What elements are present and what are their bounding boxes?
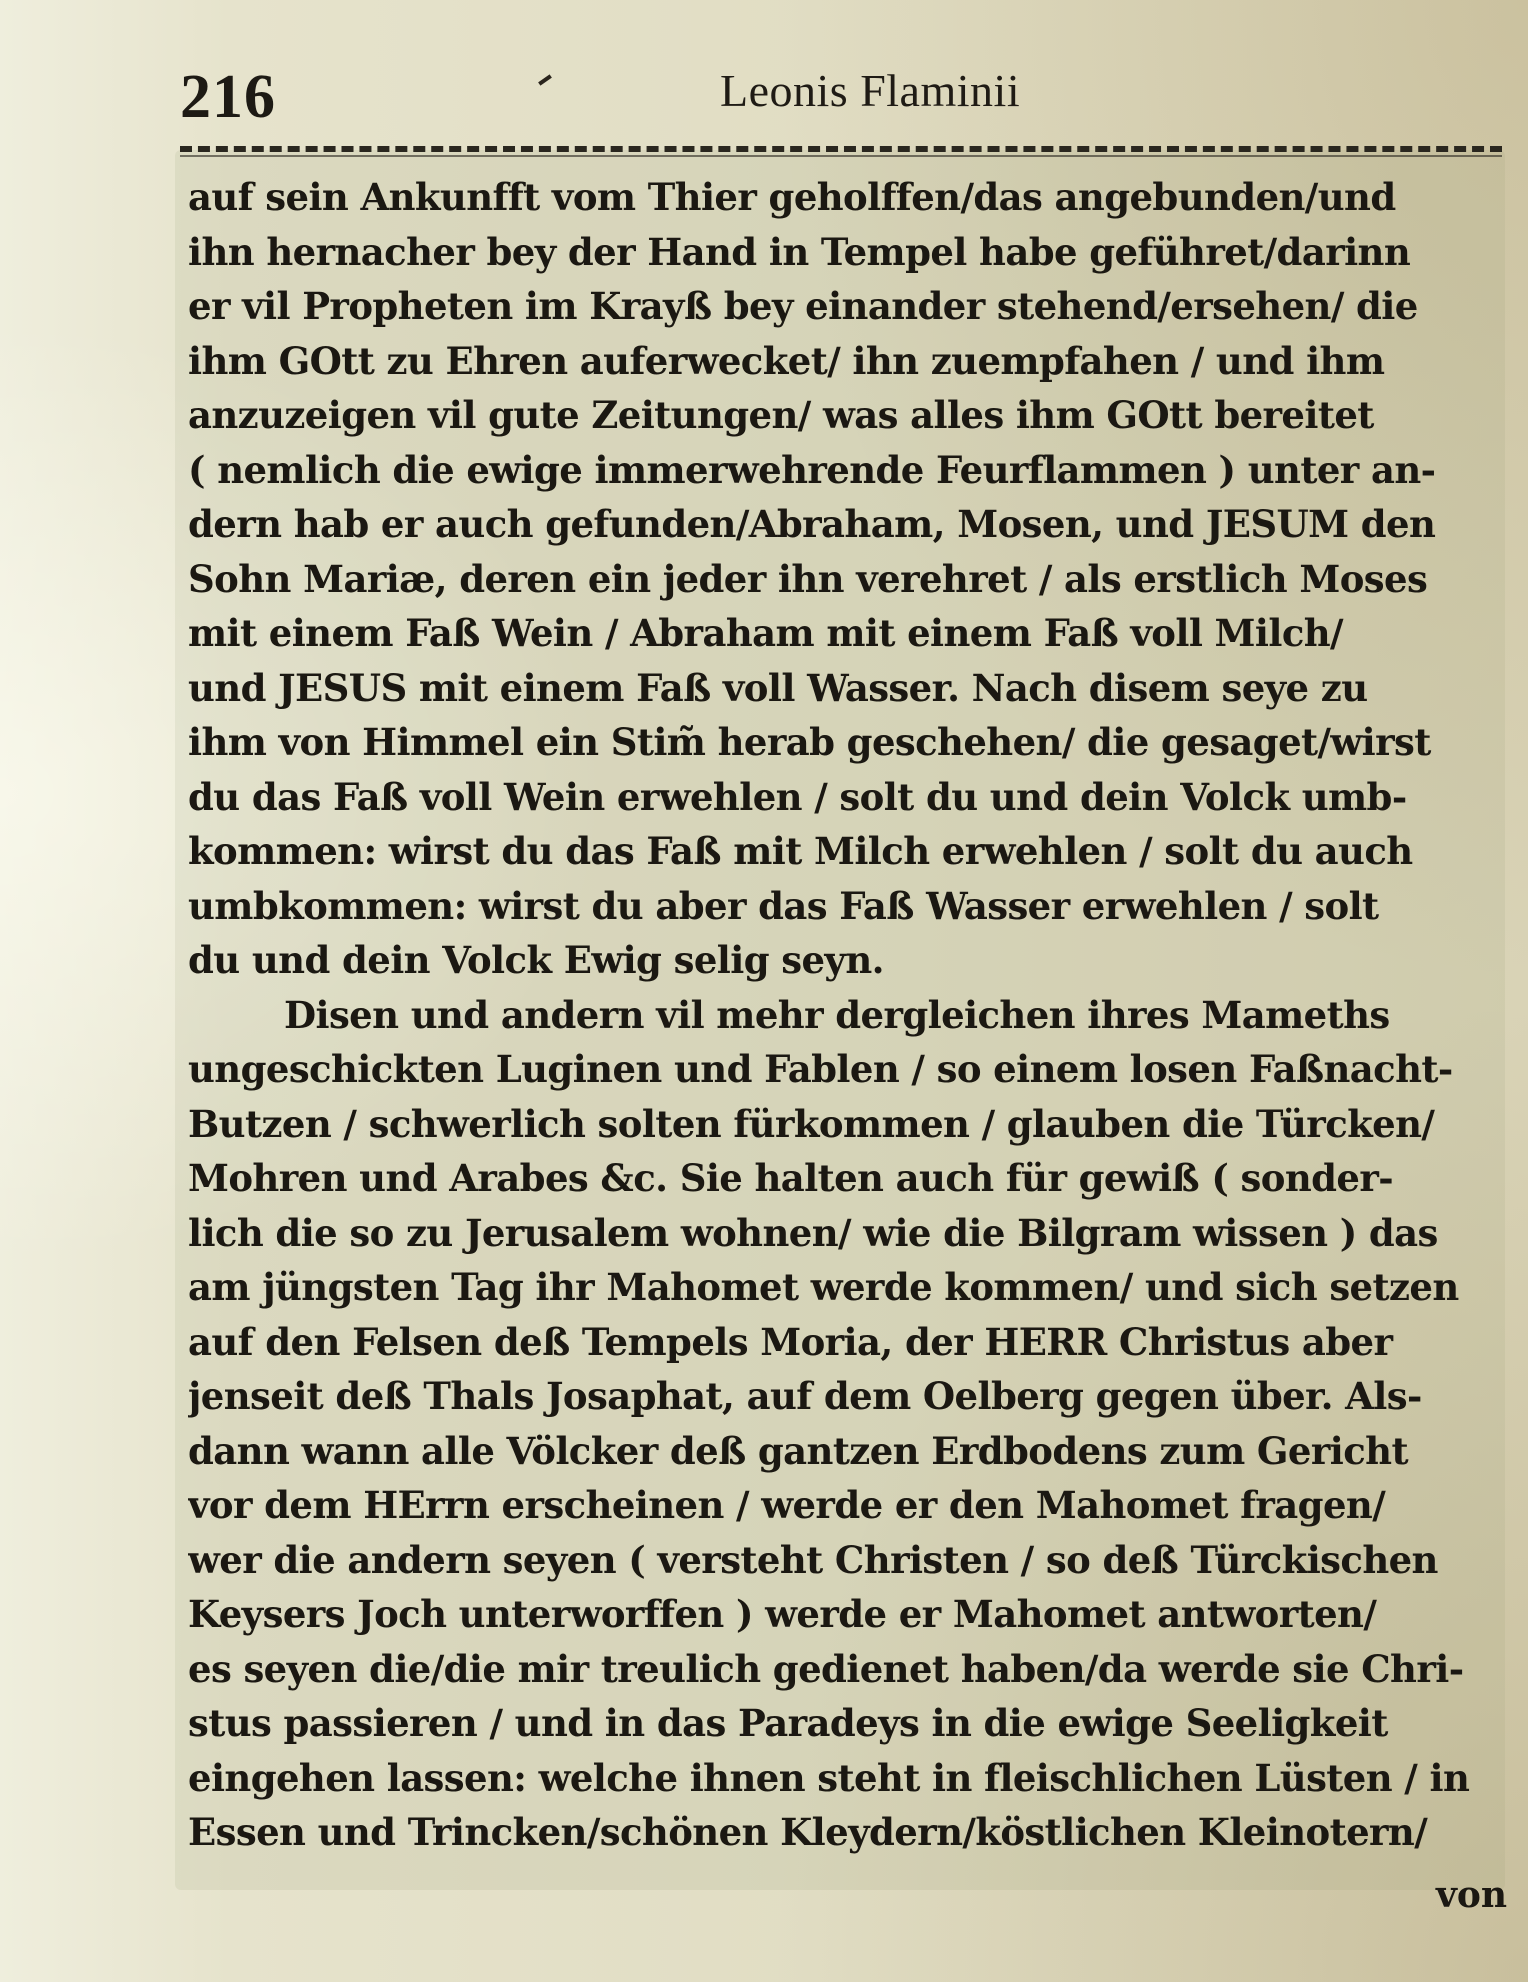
page-number: 216: [180, 63, 276, 131]
header-rule: [180, 146, 1502, 152]
text-line: Mohren und Arabes &c. Sie halten auch für gewiß ( sonder-: [188, 1156, 1393, 1200]
text-line: und JESUS mit einem Faß voll Wasser. Nach disem seye zu: [188, 665, 1368, 710]
text-line: Keysers Joch unterworffen ) werde er Mahomet antworten/: [188, 1592, 1377, 1636]
text-line: dann wann alle Völcker deß gantzen Erdbodens zum Gericht: [188, 1428, 1408, 1473]
text-line: ihm GOtt zu Ehren auferwecket/ ihn zuempfahen / und ihm: [188, 338, 1385, 383]
text-line: am jüngsten Tag ihr Mahomet werde kommen/ und sich setzen: [188, 1265, 1459, 1309]
text-line: wer die andern seyen ( versteht Christen / so deß Türckischen: [188, 1537, 1438, 1582]
text-line: ( nemlich die ewige immerwehrende Feurflammen ) unter an-: [188, 447, 1436, 492]
text-line: auf den Felsen deß Tempels Moria, der HERR Christus aber: [188, 1319, 1393, 1364]
text-line: Butzen / schwerlich solten fürkommen / glauben die Türcken/: [188, 1101, 1435, 1146]
paragraph-first-line: Disen und andern vil mehr dergleichen ihres Mameths: [284, 992, 1390, 1037]
text-line: dern hab er auch gefunden/Abraham, Mosen, und JESUM den: [188, 502, 1436, 546]
text-line: Sohn Mariæ, deren ein jeder ihn verehret / als erstlich Moses: [188, 556, 1428, 601]
catchword: von: [1436, 1874, 1508, 1916]
text-line: vor dem HErrn erscheinen / werde er den Mahomet fragen/: [188, 1483, 1386, 1527]
printer-mark: [538, 74, 552, 85]
text-line: jenseit deß Thals Josaphat, auf dem Oelberg gegen über. Als-: [188, 1374, 1422, 1418]
text-line: es seyen die/die mir treulich gedienet haben/da werde sie Chri-: [188, 1646, 1464, 1691]
text-line: ihn hernacher bey der Hand in Tempel habe geführet/darinn: [188, 229, 1411, 274]
text-line: lich die so zu Jerusalem wohnen/ wie die Bilgram wissen ) das: [188, 1210, 1438, 1255]
text-line: eingehen lassen: welche ihnen steht in fleischlichen Lüsten / in: [188, 1755, 1470, 1800]
text-line: mit einem Faß Wein / Abraham mit einem Faß voll Milch/: [188, 611, 1343, 655]
header-rule-thin: [180, 155, 1502, 157]
text-line: stus passieren / und in das Paradeys in die ewige Seeligkeit: [188, 1701, 1388, 1745]
text-line: auf sein Ankunfft vom Thier geholffen/das angebunden/und: [188, 175, 1396, 219]
body-text: [188, 170, 1508, 1860]
text-line: Essen und Trincken/schönen Kleydern/köstlichen Kleinotern/: [188, 1810, 1428, 1854]
text-line: umbkommen: wirst du aber das Faß Wasser erwehlen / solt: [188, 883, 1379, 928]
text-line: du das Faß voll Wein erwehlen / solt du und dein Volck umb-: [188, 774, 1407, 819]
text-line: ihm von Himmel ein Stim̃ herab geschehen/ die gesaget/wirst: [188, 720, 1431, 764]
running-title: Leonis Flaminii: [720, 65, 1021, 116]
text-line: du und dein Volck Ewig selig seyn.: [188, 938, 884, 982]
text-line: anzuzeigen vil gute Zeitungen/ was alles ihm GOtt bereitet: [188, 393, 1374, 437]
text-line: er vil Propheten im Krayß bey einander stehend/ersehen/ die: [188, 284, 1418, 328]
text-line: ungeschickten Luginen und Fablen / so einem losen Faßnacht-: [188, 1047, 1453, 1091]
text-line: kommen: wirst du das Faß mit Milch erwehlen / solt du auch: [188, 829, 1413, 873]
